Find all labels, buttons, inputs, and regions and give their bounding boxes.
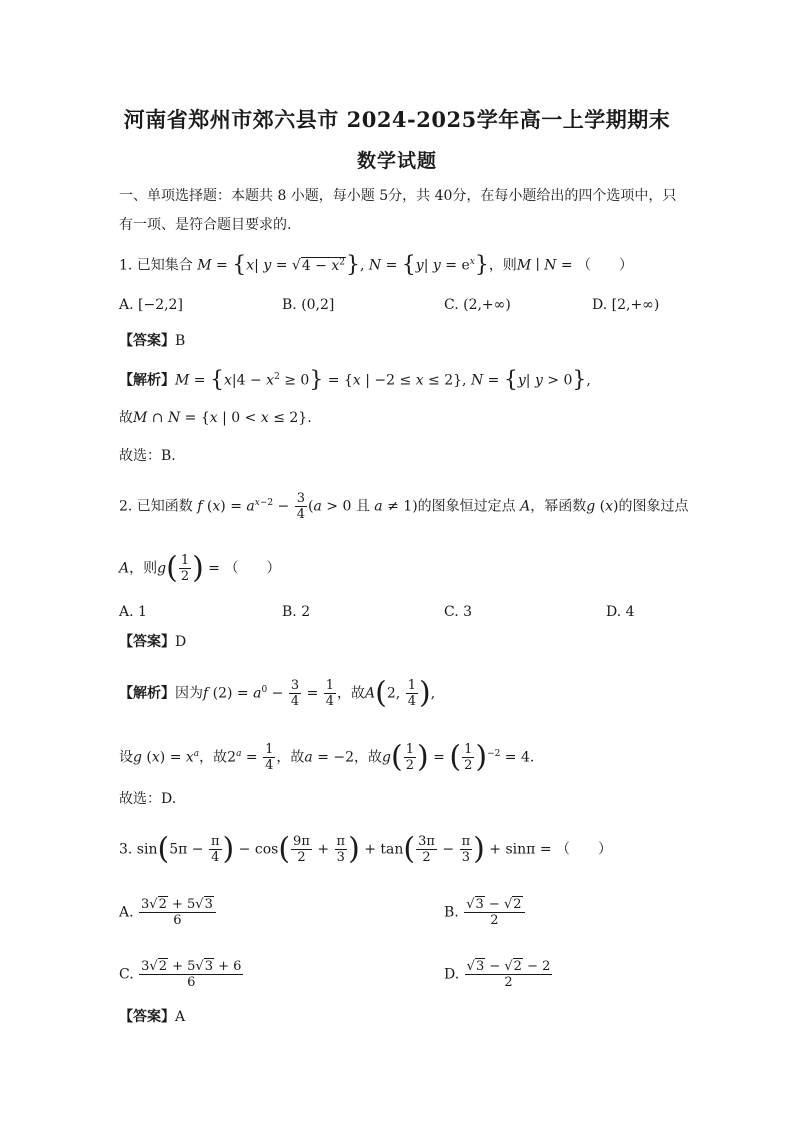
question-1: 1. 已知集合 M = {x| $y = √4 - x^2$}, N = {y| $y = e^x$}，则M ∣ N = （ ）: [119, 252, 634, 278]
q2-analysis-line2: 设g $(x) = x^a$，故$2^a$ = $\frac{1}{4}$ ，故a = −2，故g( $\frac{1}{2}$ ) = ( $\frac{1}{2}$ )$^{-2}$ = 4.: [119, 739, 535, 775]
q1-answer: 【答案】B: [119, 333, 186, 349]
question-2-line2: A，则g( $\frac{1}{2}$ ) = （ ）: [119, 550, 281, 586]
page-title: 河南省郑州市郊六县市 2024-2025学年高一上学期期末: [123, 107, 671, 132]
question-2: 2. 已知函数 f $(x) = a^{x-2}$ − $\frac{3}{4}$ (a > 0 且 a ≠ 1)的图象恒过定点 A，幂函数g (x)的图象过点: [119, 491, 689, 522]
q2-option-c: C. 3: [444, 604, 473, 620]
page-subtitle: 数学试题: [356, 150, 437, 172]
q2-conclusion: 故选：D.: [119, 791, 177, 807]
section-heading-line1: 一、单项选择题：本题共 8 小题，每小题 5分，共 40分，在每小题给出的四个选项中，只: [119, 188, 677, 204]
q1-analysis: 【解析】$M = \{x|4 - x^2 \ge 0\} = \{x$ | −2 ≤ x ≤ 2}, N = {y| y > 0},: [119, 367, 591, 393]
q2-option-b: B. 2: [282, 604, 311, 620]
q1-option-d: D. [2,+∞): [592, 297, 660, 313]
q2-option-d: D. 4: [606, 604, 635, 620]
question-3: 3. sin(5π − $\frac{\pi}{4}$ ) − cos( $\frac{9\pi}{2}$ + $\frac{\pi}{3}$ ) + tan( $\frac{3\pi}{2}$ − $\frac{\pi}{3}$ ) + sinπ = （ ）: [119, 831, 613, 867]
q3-option-d: D. $\frac{√3 - √2 - 2}{2}$: [444, 959, 551, 990]
q2-analysis: 【解析】因为f $(2) = a^0$ − $\frac{3}{4}$ = $\frac{1}{4}$ ，故A(2, $\frac{1}{4}$ ),: [119, 675, 436, 711]
q2-answer: 【答案】D: [119, 634, 187, 650]
q3-option-b: B. $\frac{√3 - √2}{2}$: [444, 897, 526, 928]
q1-option-b: B. (0,2]: [282, 297, 335, 313]
q3-answer: 【答案】A: [119, 1009, 186, 1025]
q3-option-a: A. $\frac{3√2 + 5√3}{6}$: [119, 897, 217, 928]
q1-conclusion: 故选：B.: [119, 448, 176, 464]
q1-analysis-line2: 故M ∩ N = {x | 0 < x ≤ 2}.: [119, 410, 312, 426]
q2-option-a: A. 1: [119, 604, 147, 620]
q1-option-c: C. (2,+∞): [444, 297, 511, 313]
q1-option-a: A. [−2,2]: [119, 297, 183, 313]
q3-option-c: C. $\frac{3√2 + 5√3 + 6}{6}$: [119, 959, 242, 990]
section-heading-line2: 有一项、是符合题目要求的.: [119, 217, 292, 233]
